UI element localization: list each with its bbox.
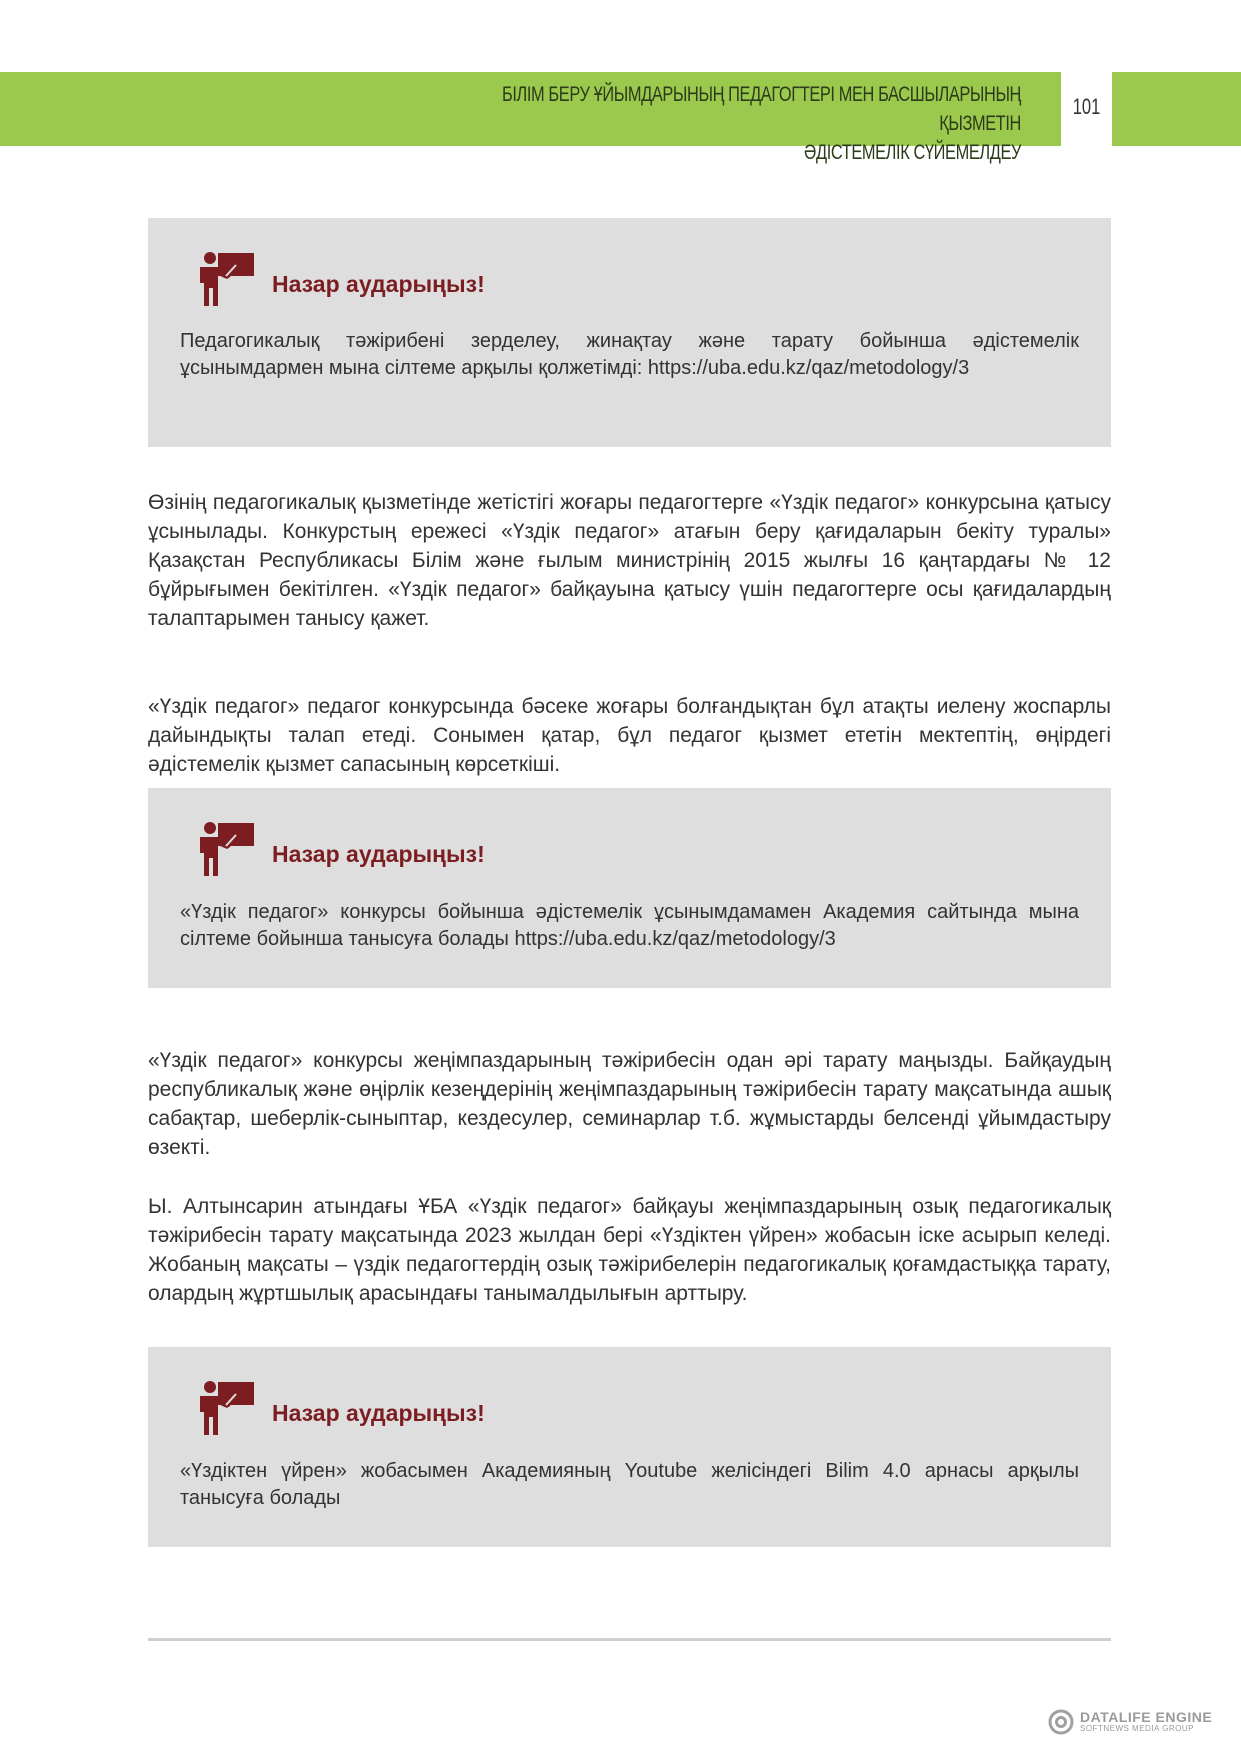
- teacher-board-icon: [196, 1379, 256, 1439]
- note-box-2: [148, 788, 1111, 988]
- note-header: [196, 1379, 485, 1439]
- body-paragraph-3: «Үздік педагог» конкурсы жеңімпаздарының тәжірибесін одан әрі тарату маңызды. Байқаудың республикалық және өңірлік кезеңдерінің жеңімпаздарының тәжірибесін тарату мақсатында ашық сабақтар, шеберлік-сыныптар, кездесулер, семинарлар т.б. жұмыстарды белсенді ұйымдастыру өзекті.: [148, 1049, 1111, 1159]
- body-paragraph-4: Ы. Алтынсарин атындағы ҰБА «Үздік педагог» байқауы жеңімпаздарының озық педагогикалық тәжірибесін тарату мақсатында 2023 жылдан бері «Үздіктен үйрен» жобасын іске асырып келеді. Жобаның мақсаты – үздік педагогтердің озық тәжірибелерін педагогикалық қоғамдастыққа тарату, олардың жұртшылық арасындағы танымалдылығын арттыру.: [148, 1195, 1111, 1305]
- watermark-sub: SOFTNEWS MEDIA GROUP: [1080, 1724, 1195, 1733]
- running-header-line-2: ӘДІСТЕМЕЛІК СҮЙЕМЕЛДЕУ: [804, 141, 1021, 164]
- note-title: Назар аударыңыз!: [272, 1399, 485, 1426]
- note-title: Назар аударыңыз!: [272, 840, 485, 867]
- note-title: Назар аударыңыз!: [272, 270, 485, 297]
- datalife-logo-icon: [1048, 1709, 1074, 1735]
- running-header-line-1: БІЛІМ БЕРУ ҰЙЫМДАРЫНЫҢ ПЕДАГОГТЕРІ МЕН БАСШЫЛАРЫНЫҢ ҚЫЗМЕТІН: [501, 83, 1021, 135]
- body-paragraph-1: Өзінің педагогикалық қызметінде жетістігі жоғары педагогтерге «Үздік педагог» конкурсына қатысу ұсынылады. Конкурстың ережесі «Үздік педагог» атағын беру қағидаларын бекіту туралы» Қазақстан Республикасы Білім және ғылым министрінің 2015 жылғы 16 қаңтардағы № 12 бұйрығымен бекітілген. «Үздік педагог» байқауына қатысу үшін педагогтерге осы қағидалардың талаптарымен танысу қажет.: [148, 491, 1111, 630]
- note-header: [196, 820, 485, 880]
- note-box-3: [148, 1347, 1111, 1547]
- watermark: [1048, 1709, 1212, 1735]
- body-paragraph-2: «Үздік педагог» педагог конкурсында бәсеке жоғары болғандықтан бұл атақты иелену жоспарлы дайындықты талап етеді. Сонымен қатар, бұл педагог қызмет ететін мектептің, өңірдегі әдістемелік қызмет сапасының көрсеткіші.: [148, 695, 1111, 776]
- note-text: «Үздік педагог» конкурсы бойынша әдістемелік ұсынымдамамен Академия сайтында мына сілтеме бойынша танысуға болады https://uba.edu.kz/qaz/metodology/3: [180, 901, 1079, 950]
- teacher-board-icon: [196, 250, 256, 310]
- running-header-title: [428, 80, 1021, 167]
- note-text: «Үздіктен үйрен» жобасымен Академияның Youtube желісіндегі Bilim 4.0 арнасы арқылы танысуға болады: [180, 1460, 1079, 1509]
- page-number: 101: [1072, 94, 1101, 119]
- watermark-text: [1080, 1710, 1212, 1734]
- note-text: Педагогикалық тәжірибені зерделеу, жинақтау және тарату бойынша әдістемелік ұсынымдармен мына сілтеме арқылы қолжетімді: https://uba.edu.kz/qaz/metodology/3: [180, 330, 1079, 379]
- teacher-board-icon: [196, 820, 256, 880]
- watermark-main: DATALIFE ENGINE: [1080, 1709, 1213, 1725]
- footer-divider: [148, 1638, 1111, 1641]
- note-header: [196, 250, 485, 310]
- note-box-1: [148, 218, 1111, 447]
- header-bar-accent: [1112, 72, 1241, 146]
